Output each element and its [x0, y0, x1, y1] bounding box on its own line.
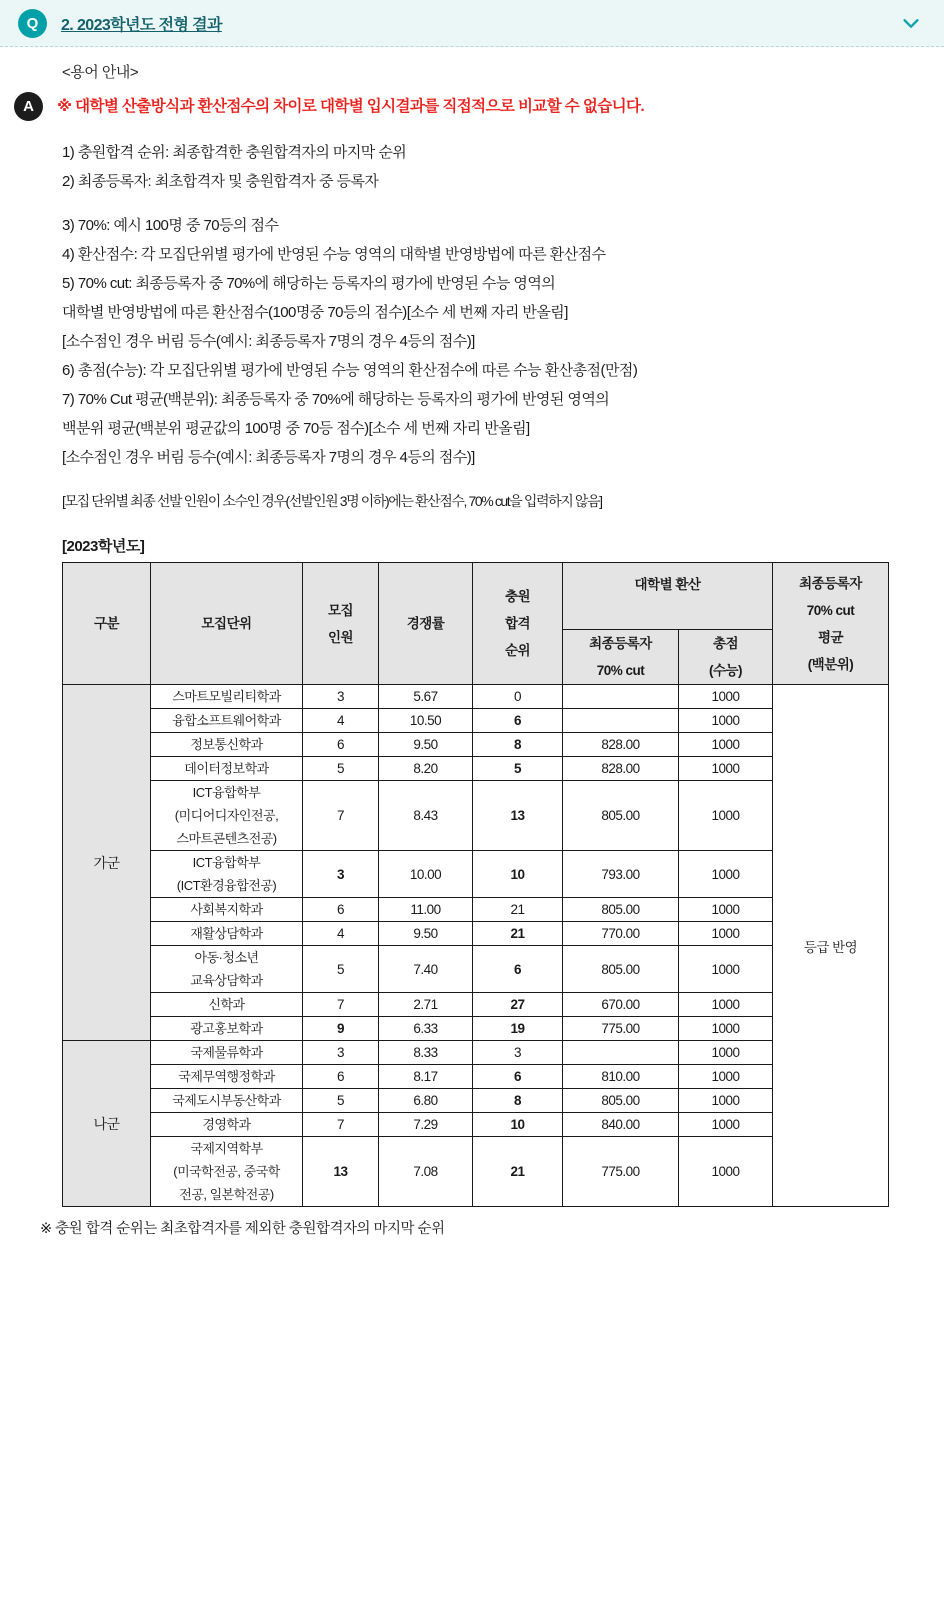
note-line: 3) 70%: 예시 100명 중 70등의 점수: [62, 217, 279, 234]
admissions-results-table: [62, 562, 889, 1207]
quota-cell: 6: [303, 1065, 379, 1089]
unit-name: 재활상담학과: [190, 926, 263, 941]
warning-text: ※ 대학별 산출방식과 환산점수의 차이로 대학별 입시결과를 직접적으로 비교할 수 없습니다.: [57, 98, 645, 115]
th-conv-total-line1: 총점: [712, 636, 739, 651]
table-row: [63, 1041, 889, 1065]
answer-body: [0, 47, 944, 1238]
table-row: [63, 733, 889, 757]
unit-cell: [151, 851, 303, 898]
table-row: [63, 1065, 889, 1089]
terms-heading: <용어 안내>: [62, 64, 139, 81]
note-line: [소수점인 경우 버림 등수(예시: 최종등록자 7명의 경우 4등의 점수)]: [62, 333, 475, 350]
chevron-down-icon[interactable]: [900, 12, 922, 34]
note-line: 1) 충원합격 순위: 최종합격한 충원합격자의 마지막 순위: [62, 144, 407, 161]
conversion-total-cell: 1000: [679, 757, 773, 781]
th-group: 구분: [63, 563, 151, 685]
ratio-cell: 7.40: [379, 946, 473, 993]
ratio-cell: 8.43: [379, 781, 473, 851]
table-row: [63, 709, 889, 733]
unit-cell: [151, 1041, 303, 1065]
fill-rank-cell: 8: [473, 733, 563, 757]
conversion-total-cell: 1000: [679, 922, 773, 946]
table-row: [63, 1113, 889, 1137]
fill-rank-cell: 21: [473, 898, 563, 922]
unit-name: 융합소프트웨어학과: [172, 713, 281, 728]
th-conv-cut-line2: 70% cut: [596, 663, 645, 678]
note-line: 2) 최종등록자: 최초합격자 및 충원합격자 중 등록자: [62, 173, 379, 190]
fill-rank-cell: 10: [473, 851, 563, 898]
conversion-total-cell: 1000: [679, 685, 773, 709]
accordion-title[interactable]: 2. 2023학년도 전형 결과: [61, 16, 222, 34]
conversion-total-cell: 1000: [679, 946, 773, 993]
unit-name: 국제무역행정학과: [178, 1069, 275, 1084]
unit-cell: [151, 709, 303, 733]
table-row: [63, 757, 889, 781]
quota-cell: 6: [303, 733, 379, 757]
fill-rank-cell: 10: [473, 1113, 563, 1137]
quota-cell: 3: [303, 1041, 379, 1065]
quota-cell: 6: [303, 898, 379, 922]
accordion-header[interactable]: [0, 0, 944, 47]
conversion-total-cell: 1000: [679, 851, 773, 898]
note-line: 대학별 반영방법에 따른 환산점수(100명중 70등의 점수)[소수 세 번째 자리 반올림]: [62, 304, 568, 321]
quota-cell: 9: [303, 1017, 379, 1041]
unit-cell: [151, 1017, 303, 1041]
conversion-cut-cell: 805.00: [563, 1089, 679, 1113]
grade-reflection-cell: 등급 반영: [773, 685, 889, 1207]
conversion-total-cell: 1000: [679, 1041, 773, 1065]
note-line: 5) 70% cut: 최종등록자 중 70%에 해당하는 등록자의 평가에 반영된 수능 영역의: [62, 275, 556, 292]
question-badge-icon: Q: [18, 9, 47, 38]
note-line: 6) 총점(수능): 각 모집단위별 평가에 반영된 수능 영역의 환산점수에 따른 수능 환산총점(만점): [62, 362, 638, 379]
quota-cell: 7: [303, 1113, 379, 1137]
table-head: [63, 563, 889, 685]
terms-note-list: [62, 139, 924, 515]
table-row: [63, 851, 889, 898]
ratio-cell: 10.00: [379, 851, 473, 898]
ratio-cell: 8.33: [379, 1041, 473, 1065]
year-label: [2023학년도]: [62, 538, 145, 555]
answer-badge-icon: A: [14, 92, 43, 121]
warning-row: [0, 92, 944, 121]
conversion-cut-cell: 775.00: [563, 1017, 679, 1041]
conversion-cut-cell: 805.00: [563, 898, 679, 922]
unit-name: ICT융합학부: [192, 785, 261, 800]
quota-cell: 7: [303, 781, 379, 851]
unit-name-sub: (미디어디자인전공,: [174, 808, 279, 823]
note-line: 7) 70% Cut 평균(백분위): 최종등록자 중 70%에 해당하는 등록자의 평가에 반영된 영역의: [62, 391, 610, 408]
fill-rank-cell: 6: [473, 946, 563, 993]
conversion-cut-cell: [563, 709, 679, 733]
unit-name: 신학과: [208, 997, 245, 1012]
fill-rank-cell: 21: [473, 1137, 563, 1207]
group-cell: 나군: [63, 1041, 151, 1207]
table-row: [63, 685, 889, 709]
note-line: [소수점인 경우 버림 등수(예시: 최종등록자 7명의 경우 4등의 점수)]: [62, 449, 475, 466]
quota-cell: 4: [303, 922, 379, 946]
conversion-cut-cell: 840.00: [563, 1113, 679, 1137]
th-conv-total-line2: (수능): [708, 663, 743, 678]
ratio-cell: 8.20: [379, 757, 473, 781]
table-header-row-1: [63, 563, 889, 630]
th-fill-rank: [473, 563, 563, 685]
table-row: [63, 781, 889, 851]
unit-cell: [151, 993, 303, 1017]
fill-rank-cell: 21: [473, 922, 563, 946]
th-conversion-group: 대학별 환산: [563, 563, 773, 630]
fill-rank-cell: 6: [473, 1065, 563, 1089]
th-fill-line3: 순위: [504, 643, 531, 658]
table-row: [63, 922, 889, 946]
th-fill-line1: 충원: [504, 589, 531, 604]
unit-name: 사회복지학과: [190, 902, 263, 917]
th-conv-total: [679, 630, 773, 685]
fill-rank-cell: 5: [473, 757, 563, 781]
unit-name-sub: 스마트콘텐츠전공): [176, 831, 277, 846]
small-exclusion-note: [모집 단위별 최종 선발 인원이 소수인 경우(선발인원 3명 이하)에는 환산점수, 70% cut을 입력하지 않음]: [62, 493, 602, 509]
th-percentile: [773, 563, 889, 685]
ratio-cell: 11.00: [379, 898, 473, 922]
unit-name: 경영학과: [202, 1117, 251, 1132]
quota-cell: 3: [303, 685, 379, 709]
table-footnote: ※ 충원 합격 순위는 최초합격자를 제외한 충원합격자의 마지막 순위: [40, 1221, 445, 1237]
quota-cell: 5: [303, 946, 379, 993]
ratio-cell: 8.17: [379, 1065, 473, 1089]
th-quota: [303, 563, 379, 685]
unit-name: ICT융합학부: [192, 855, 261, 870]
conversion-cut-cell: 828.00: [563, 733, 679, 757]
note-line: 백분위 평균(백분위 평균값의 100명 중 70등 점수)[소수 세 번째 자리 반올림]: [62, 420, 530, 437]
unit-name-sub: (ICT환경융합전공): [176, 878, 277, 893]
conversion-total-cell: 1000: [679, 1113, 773, 1137]
fill-rank-cell: 0: [473, 685, 563, 709]
quota-cell: 13: [303, 1137, 379, 1207]
unit-name-sub: 교육상담학과: [190, 973, 263, 988]
th-ratio: 경쟁률: [379, 563, 473, 685]
conversion-cut-cell: 770.00: [563, 922, 679, 946]
th-quota-line1: 모집: [327, 602, 354, 618]
unit-name: 국제도시부동산학과: [172, 1093, 281, 1108]
fill-rank-cell: 8: [473, 1089, 563, 1113]
unit-cell: [151, 733, 303, 757]
conversion-cut-cell: 828.00: [563, 757, 679, 781]
conversion-cut-cell: 805.00: [563, 946, 679, 993]
ratio-cell: 5.67: [379, 685, 473, 709]
table-row: [63, 1017, 889, 1041]
table-body: [63, 685, 889, 1207]
conversion-total-cell: 1000: [679, 709, 773, 733]
th-conv-cut: [563, 630, 679, 685]
unit-cell: [151, 1065, 303, 1089]
conversion-cut-cell: 793.00: [563, 851, 679, 898]
quota-cell: 5: [303, 757, 379, 781]
table-row: [63, 1089, 889, 1113]
unit-cell: [151, 757, 303, 781]
unit-cell: [151, 781, 303, 851]
th-pct-line2: 70% cut: [806, 602, 855, 618]
results-table-wrapper: [62, 562, 944, 1207]
quota-cell: 5: [303, 1089, 379, 1113]
fill-rank-cell: 19: [473, 1017, 563, 1041]
note-line: 4) 환산점수: 각 모집단위별 평가에 반영된 수능 영역의 대학별 반영방법에 따른 환산점수: [62, 246, 606, 263]
unit-name: 국제지역학부: [190, 1141, 263, 1156]
unit-name-sub: 전공, 일본학전공): [179, 1187, 274, 1202]
ratio-cell: 7.29: [379, 1113, 473, 1137]
ratio-cell: 2.71: [379, 993, 473, 1017]
conversion-total-cell: 1000: [679, 993, 773, 1017]
conversion-cut-cell: 805.00: [563, 781, 679, 851]
th-fill-line2: 합격: [504, 616, 531, 631]
conversion-cut-cell: [563, 685, 679, 709]
unit-name: 데이터정보학과: [184, 761, 269, 776]
table-row: [63, 946, 889, 993]
fill-rank-cell: 3: [473, 1041, 563, 1065]
fill-rank-cell: 13: [473, 781, 563, 851]
ratio-cell: 9.50: [379, 733, 473, 757]
th-unit: 모집단위: [151, 563, 303, 685]
unit-name: 국제물류학과: [190, 1045, 263, 1060]
unit-cell: [151, 1137, 303, 1207]
unit-cell: [151, 685, 303, 709]
conversion-total-cell: 1000: [679, 1137, 773, 1207]
fill-rank-cell: 6: [473, 709, 563, 733]
quota-cell: 4: [303, 709, 379, 733]
th-conv-cut-line1: 최종등록자: [589, 636, 652, 651]
unit-name: 광고홍보학과: [190, 1021, 263, 1036]
quota-cell: 3: [303, 851, 379, 898]
ratio-cell: 9.50: [379, 922, 473, 946]
unit-name: 스마트모빌리티학과: [172, 689, 281, 704]
ratio-cell: 6.80: [379, 1089, 473, 1113]
ratio-cell: 7.08: [379, 1137, 473, 1207]
unit-name: 정보통신학과: [190, 737, 263, 752]
ratio-cell: 6.33: [379, 1017, 473, 1041]
quota-cell: 7: [303, 993, 379, 1017]
th-quota-line2: 인원: [327, 629, 354, 645]
th-pct-line4: (백분위): [807, 656, 854, 672]
group-cell: 가군: [63, 685, 151, 1041]
unit-cell: [151, 922, 303, 946]
conversion-total-cell: 1000: [679, 1017, 773, 1041]
table-row: [63, 898, 889, 922]
ratio-cell: 10.50: [379, 709, 473, 733]
conversion-total-cell: 1000: [679, 1089, 773, 1113]
conversion-cut-cell: 670.00: [563, 993, 679, 1017]
conversion-cut-cell: 810.00: [563, 1065, 679, 1089]
unit-cell: [151, 1089, 303, 1113]
unit-cell: [151, 898, 303, 922]
unit-cell: [151, 946, 303, 993]
conversion-total-cell: 1000: [679, 733, 773, 757]
conversion-total-cell: 1000: [679, 781, 773, 851]
table-row: [63, 993, 889, 1017]
conversion-total-cell: 1000: [679, 1065, 773, 1089]
conversion-cut-cell: [563, 1041, 679, 1065]
unit-name-sub: (미국학전공, 중국학: [173, 1164, 280, 1179]
conversion-total-cell: 1000: [679, 898, 773, 922]
th-pct-line1: 최종등록자: [799, 575, 862, 591]
fill-rank-cell: 27: [473, 993, 563, 1017]
unit-cell: [151, 1113, 303, 1137]
conversion-cut-cell: 775.00: [563, 1137, 679, 1207]
table-row: [63, 1137, 889, 1207]
th-pct-line3: 평균: [817, 629, 844, 645]
unit-name: 아동·청소년: [194, 950, 259, 965]
